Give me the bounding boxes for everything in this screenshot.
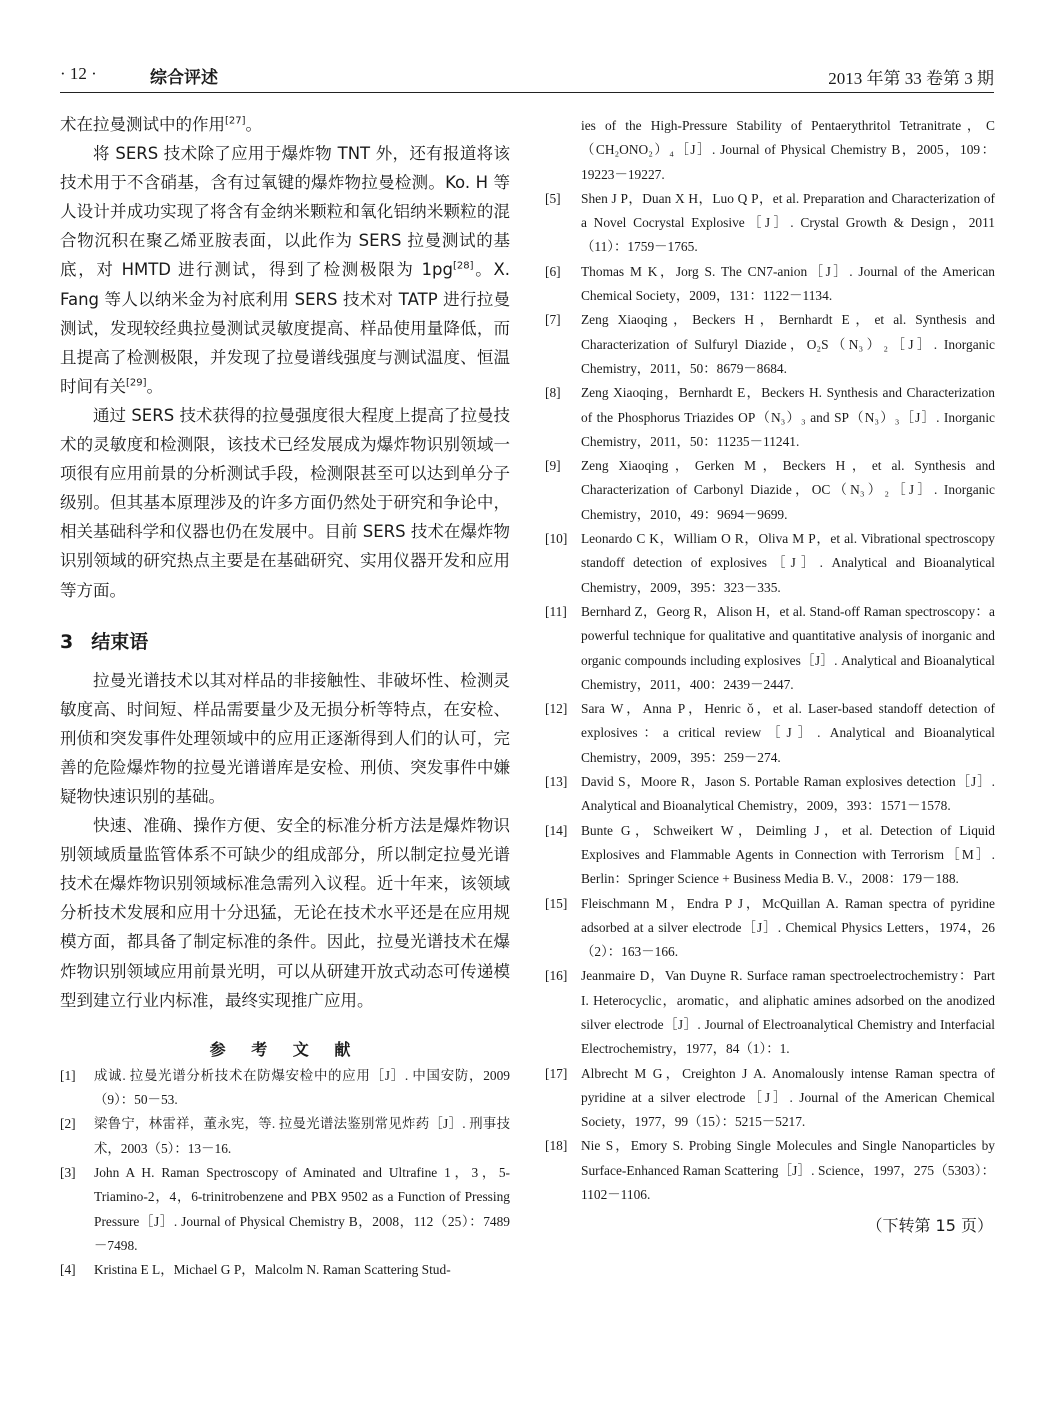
reference-item: [7] Zeng Xiaoqing，Beckers H，Bernhardt E，et al. Synthesis and Characterization of Sulfuryl Diazide，O₂S（N₃）₂［J］. Inorganic Chemistry，2011，50：8679－8684.	[545, 308, 995, 381]
citation[interactable]: [29]	[126, 377, 147, 389]
journal-issue: 2013 年第 33 卷第 3 期	[828, 69, 994, 88]
reference-number: [10]	[545, 531, 568, 547]
paragraph: 通过 SERS 技术获得的拉曼强度很大程度上提高了拉曼技术的灵敏度和检测限，该技术已经发展成为爆炸物识别领域一项很有应用前景的分析测试手段，检测限甚至可以达到单分子级别。但其基本原理涉及的许多方面仍然处于研究和争论中，相关基础科学和仪器也仍在发展中。目前 SERS 技术在爆炸物识别领域的研究热点主要是在基础研究、实用仪器开发和应用等方面。	[60, 405, 510, 600]
reference-item: [12] Sara W，Anna P，Henric ǒ，et al. Laser-based standoff detection of explosives：a critical review［J］. Analytical and Bioanalytical Chemistry，2009，395：259－274.	[545, 697, 995, 770]
body-text	[60, 110, 510, 605]
continued-note: （下转第 15 页）	[866, 1216, 993, 1236]
reference-item: [16] Jeanmaire D，Van Duyne R. Surface raman spectroelectrochemistry：Part I. Heterocyclic，aromatic，and aliphatic amines adsorbed on the anodized silver electrode［J］. Journal of Electroanalytical Chemistry and Interfacial Electrochemistry，1977，84（1）：1.	[545, 964, 995, 1061]
page-number: · 12 ·	[60, 64, 97, 83]
section-title: 结束语	[91, 630, 149, 653]
references-title: 参 考 文 献	[209, 1039, 361, 1059]
reference-number: [17]	[545, 1065, 568, 1081]
reference-number: [13]	[545, 774, 568, 790]
reference-number: [16]	[545, 968, 568, 984]
reference-item: [11] Bernhard Z，Georg R，Alison H，et al. Stand-off Raman spectroscopy：a powerful technique for qualitative and quantitative analysis of inorganic and organic compounds including explosives［J］. Analytical and Bioanalytical Chemistry，2011，400：2439－2447.	[545, 600, 995, 697]
header-rule	[60, 92, 994, 93]
reference-number: [1]	[60, 1067, 76, 1083]
reference-number: [12]	[545, 701, 568, 717]
paragraph: 快速、准确、操作方便、安全的标准分析方法是爆炸物识别领域质量监管体系不可缺少的组成部分，所以制定拉曼光谱技术在爆炸物识别领域标准急需列入议程。近十年来，该领域分析技术发展和应用十分迅猛，无论在技术水平还是在应用规模方面，都具备了制定标准的条件。因此，拉曼光谱技术在爆炸物识别领域应用前景光明，可以从研建开放式动态可传递模型到建立行业内标准，最终实现推广应用。	[60, 816, 510, 1010]
section-number: 3	[60, 630, 74, 653]
reference-item: [10] Leonardo C K，William O R，Oliva M P，et al. Vibrational spectroscopy standoff detection of explosives［J］. Analytical and Bioanalytical Chemistry，2009，395：323－335.	[545, 527, 995, 600]
reference-continuation: ies of the High-Pressure Stability of Pentaerythritol Tetranitrate，C（CH₂ONO₂）₄［J］. Journal of Physical Chemistry B，2005，109：19223－19227.	[581, 118, 995, 182]
page-header	[60, 64, 994, 90]
reference-number: [18]	[545, 1138, 568, 1154]
reference-number: [9]	[545, 458, 561, 474]
reference-item: [8] Zeng Xiaoqing，Bernhardt E，Beckers H. Synthesis and Characterization of the Phosphorus Triazides OP（N₃）₃ and SP（N₃）₃［J］. Inorganic Chemistry，2011，50：11235－11241.	[545, 381, 995, 454]
section-heading	[60, 627, 510, 654]
reference-item: [13] David S，Moore R，Jason S. Portable Raman explosives detection［J］. Analytical and Bioanalytical Chemistry，2009，393：1571－1578.	[545, 770, 995, 819]
reference-item: [14] Bunte G，Schweikert W，Deimling J，et al. Detection of Liquid Explosives and Flammable Agents in Connection with Terrorism［M］. Berlin：Springer Science + Business Media B. V.，2008：179－188.	[545, 819, 995, 892]
reference-number: [15]	[545, 895, 568, 911]
reference-number: [8]	[545, 385, 561, 401]
reference-number: [5]	[545, 190, 561, 206]
reference-number: [2]	[60, 1116, 76, 1132]
paragraph: 拉曼光谱技术以其对样品的非接触性、非破坏性、检测灵敏度高、时间短、样品需要量少及无损分析等特点，在安检、刑侦和突发事件处理领域中的应用正逐渐得到人们的认可，完善的危险爆炸物的拉曼光谱谱库是安检、刑侦、突发事件中嫌疑物快速识别的基础。	[60, 670, 510, 806]
paragraph: 将 SERS 技术除了应用于爆炸物 TNT 外，还有报道将该技术用于不含硝基，含有过氧键的爆炸物拉曼检测。Ko. H 等人设计并成功实现了将含有金纳米颗粒和氧化铝纳米颗粒的混合物沉积在聚乙烯亚胺表面，以此作为 SERS 拉曼测试的基底，对 HMTD 进行测试，得到了检测极限为 1pg[28]。X. Fang 等人以纳米金为衬底利用 SERS 技术对 TATP 进行拉曼测试，发现较经典拉曼测试灵敏度提高、样品使用量降低，而且提高了检测极限，并发现了拉曼谱线强度与测试温度、恒温时间有关[29]。	[60, 144, 510, 396]
reference-item: [4] Kristina E L，Michael G P，Malcolm N. Raman Scattering Stud-	[60, 1258, 510, 1282]
reference-number: [14]	[545, 822, 568, 838]
reference-item: [6] Thomas M K，Jorg S. The CN7-anion［J］. Journal of the American Chemical Society，2009，131：1122－1134.	[545, 260, 995, 309]
reference-number: [4]	[60, 1262, 76, 1278]
citation[interactable]: [28]	[453, 260, 474, 272]
left-column	[60, 110, 510, 1282]
reference-number: [11]	[545, 603, 567, 619]
reference-item: [9] Zeng Xiaoqing，Gerken M，Beckers H，et al. Synthesis and Characterization of Carbonyl Diazide，OC（N₃）₂［J］. Inorganic Chemistry，2010，49：9694－9699.	[545, 454, 995, 527]
paragraph: 术在拉曼测试中的作用[27]。	[60, 115, 263, 134]
section-name: 综合评述	[150, 68, 218, 88]
reference-number: [7]	[545, 312, 561, 328]
reference-item: [1] 成诚. 拉曼光谱分析技术在防爆安检中的应用［J］. 中国安防，2009（9）：50－53.	[60, 1064, 510, 1113]
reference-item: [18] Nie S，Emory S. Probing Single Molecules and Single Nanoparticles by Surface-Enhanced Raman Scattering［J］. Science，1997，275（5303）：1102－1106.	[545, 1134, 995, 1207]
right-column	[545, 114, 995, 1236]
reference-item: [15] Fleischmann M，Endra P J，McQuillan A. Raman spectra of pyridine adsorbed at a silver electrode［J］. Chemical Physics Letters，1974，26（2）：163－166.	[545, 892, 995, 965]
reference-number: [3]	[60, 1164, 76, 1180]
reference-number: [6]	[545, 263, 561, 279]
conclusion-text	[60, 666, 510, 1015]
reference-item: [5] Shen J P，Duan X H，Luo Q P，et al. Preparation and Characterization of a Novel Cocrystal Explosive［J］. Crystal Growth & Design，2011（11）：1759－1765.	[545, 187, 995, 260]
citation[interactable]: [27]	[225, 115, 246, 127]
reference-item: [2] 梁鲁宁，林雷祥，董永宪，等. 拉曼光谱法鉴别常见炸药［J］. 刑事技术，2003（5）：13－16.	[60, 1112, 510, 1161]
reference-item: [17] Albrecht M G，Creighton J A. Anomalously intense Raman spectra of pyridine at a silver electrode［J］. Journal of the American Chemical Society，1977，99（15）：5215－5217.	[545, 1062, 995, 1135]
reference-item: [3] John A H. Raman Spectroscopy of Aminated and Ultrafine 1，3，5-Triamino-2，4，6-trinitrobenzene and PBX 9502 as a Function of Pressing Pressure［J］. Journal of Physical Chemistry B，2008，112（25）：7489－7498.	[60, 1161, 510, 1258]
